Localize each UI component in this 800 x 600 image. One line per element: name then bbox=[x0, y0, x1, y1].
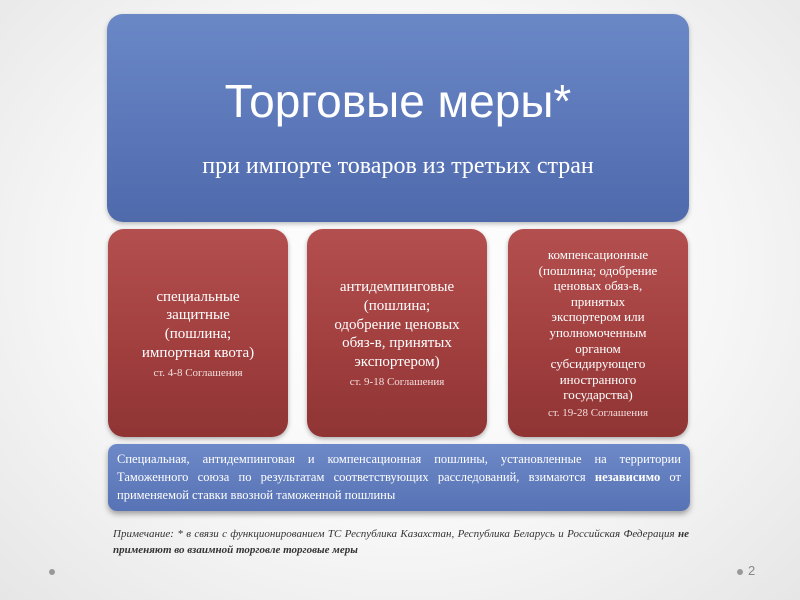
card-line: субсидирующего bbox=[550, 356, 646, 372]
title-box bbox=[107, 14, 689, 222]
card-line: ценовых обяз-в, bbox=[553, 278, 643, 294]
page-number: 2 bbox=[748, 563, 756, 578]
slide-bullet-dot bbox=[737, 569, 743, 575]
card-line: специальные bbox=[156, 288, 240, 305]
card-article-reference: ст. 19-28 Соглашения bbox=[547, 406, 649, 419]
slide-title: Торговые меры* bbox=[224, 75, 572, 127]
footnote bbox=[113, 526, 689, 558]
duties-note-box bbox=[108, 444, 690, 511]
card-line: одобрение ценовых bbox=[334, 316, 460, 333]
card-line: (пошлина; bbox=[363, 297, 431, 314]
card-countervailing-measures bbox=[508, 229, 688, 437]
card-line: защитные bbox=[166, 307, 230, 324]
card-text bbox=[142, 288, 254, 363]
card-line: антидемпинговые bbox=[339, 279, 455, 296]
card-article-reference: ст. 4-8 Соглашения bbox=[153, 366, 243, 379]
card-line: принятых bbox=[570, 293, 626, 309]
card-line: органом bbox=[575, 340, 621, 356]
card-antidumping-measures bbox=[307, 229, 487, 437]
card-line: экспортером) bbox=[354, 354, 440, 371]
slide-bullet-dot bbox=[49, 569, 55, 575]
slide-subtitle: при импорте товаров из третьих стран bbox=[202, 153, 594, 179]
card-line: уполномоченным bbox=[549, 325, 647, 340]
card-line: экспортером или bbox=[551, 309, 645, 325]
note-emphasis: независимо bbox=[594, 470, 661, 484]
card-line: импортная квота) bbox=[141, 344, 255, 361]
card-line: компенсационные bbox=[547, 247, 649, 263]
card-line: (пошлина; bbox=[164, 326, 232, 342]
card-line: (пошлина; одобрение bbox=[538, 262, 658, 278]
card-text bbox=[539, 247, 658, 403]
card-line: государства) bbox=[563, 387, 633, 403]
footnote-text: Примечание: * в связи с функционированием ТС Республика Казахстан, Республика Беларусь и Российская Федерация bbox=[113, 528, 678, 540]
card-safeguard-measures bbox=[108, 229, 288, 437]
note-text-end: от применяемой ставки ввозной таможенной пошлины bbox=[117, 470, 681, 502]
card-text bbox=[334, 278, 459, 372]
card-line: обяз-в, принятых bbox=[342, 335, 452, 352]
card-line: иностранного bbox=[559, 371, 637, 387]
footnote-emphasis: не применяют во взаимной торговле торговые меры bbox=[113, 528, 689, 556]
note-text: Специальная, антидемпинговая и компенсационная пошлины, установленные на территории Таможенного союза по результатам соответствующих расследований, взимаются bbox=[117, 452, 681, 484]
card-article-reference: ст. 9-18 Соглашения bbox=[349, 375, 445, 388]
